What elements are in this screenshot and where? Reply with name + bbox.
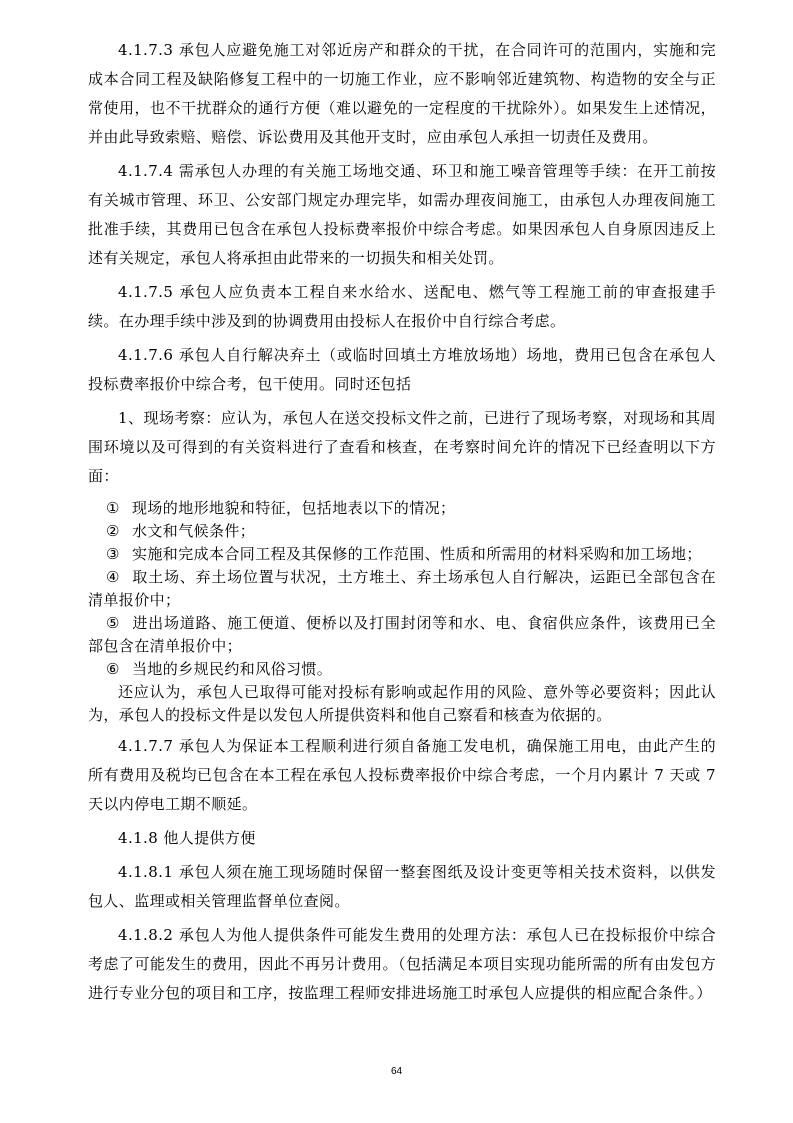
- list-text: 进出场道路、施工便道、便桥以及打围封闭等和水、电、食宿供应条件，该费用已全部包含在清单报价中；: [88, 614, 716, 655]
- clause-4-1-7-3: 4.1.7.3 承包人应避免施工对邻近房产和群众的干扰，在合同许可的范围内，实施和完成本合同工程及缺陷修复工程中的一切施工作业，应不影响邻近建筑物、构造物的安全与正常使用，也不干扰群众的通行方便（难以避免的一定程度的干扰除外）。如果发生上述情况，并由此导致索赔、赔偿、诉讼费用及其他开支时，应由承包人承担一切责任及费用。: [88, 41, 716, 146]
- list-item: [88, 566, 716, 612]
- list-number: ②: [106, 522, 120, 540]
- list-item: [88, 520, 716, 543]
- clause-4-1-8-1: 4.1.8.1 承包人须在施工现场随时保留一整套图纸及设计变更等相关技术资料，以供发包人、监理或相关管理监督单位查阅。: [88, 863, 716, 910]
- site-inspection-list: [88, 497, 716, 681]
- section-heading-4-1-8: 4.1.8 他人提供方便: [118, 829, 256, 847]
- list-number: ③: [106, 545, 120, 563]
- page-number: 64: [390, 1066, 403, 1077]
- clause-4-1-7-5: 4.1.7.5 承包人应负责本工程自来水给水、送配电、燃气等工程施工前的审查报建手续。在办理手续中涉及到的协调费用由投标人在报价中自行综合考虑。: [88, 283, 716, 330]
- list-item: [88, 658, 716, 681]
- list-number: ④: [106, 568, 120, 586]
- list-number: ⑥: [106, 660, 120, 678]
- list-item: [88, 612, 716, 658]
- clause-4-1-7-6: 4.1.7.6 承包人自行解决弃土（或临时回填土方堆放场地）场地，费用已包含在承包人投标费率报价中综合考，包干使用。同时还包括: [88, 346, 716, 393]
- clause-4-1-7-4: 4.1.7.4 需承包人办理的有关施工场地交通、环卫和施工噪音管理等手续：在开工前按有关城市管理、环卫、公安部门规定办理完毕，如需办理夜间施工，由承包人办理夜间施工批准手续，其费用已包含在承包人投标费率报价中综合考虑。如果因承包人自身原因违反上述有关规定，承包人将承担由此带来的一切损失和相关处罚。: [88, 162, 716, 267]
- clause-4-1-7-7: 4.1.7.7 承包人为保证本工程顺利进行须自备施工发电机，确保施工用电，由此产生的所有费用及税均已包含在本工程在承包人投标费率报价中综合考虑，一个月内累计 7 天或 7 天以内停电工期不顺延。: [88, 737, 716, 813]
- assumption-paragraph: 还应认为，承包人已取得可能对投标有影响或起作用的风险、意外等必要资料；因此认为，承包人的投标文件是以发包人所提供资料和他自己察看和核查为依据的。: [88, 683, 716, 724]
- list-text: 水文和气候条件；: [132, 522, 256, 540]
- list-item: [88, 497, 716, 520]
- list-text: 当地的乡规民约和风俗习惯。: [132, 660, 333, 678]
- list-text: 实施和完成本合同工程及其保修的工作范围、性质和所需用的材料采购和加工场地；: [132, 545, 702, 563]
- list-number: ⑤: [106, 614, 120, 632]
- list-text: 取土场、弃土场位置与状况，土方堆土、弃土场承包人自行解决，运距已全部包含在清单报价中；: [88, 568, 716, 609]
- document-body: [88, 36, 716, 1008]
- list-item: [88, 543, 716, 566]
- list-number: ①: [106, 499, 120, 517]
- clause-4-1-8-2: 4.1.8.2 承包人为他人提供条件可能发生费用的处理方法：承包人已在投标报价中综合考虑了可能发生的费用，因此不再另计费用。（包括满足本项目实现功能所需的所有由发包方进行专业分包的项目和工序，按监理工程师安排进场施工时承包人应提供的相应配合条件。）: [88, 926, 716, 1002]
- list-text: 现场的地形地貌和特征，包括地表以下的情况；: [132, 499, 456, 517]
- site-inspection-paragraph: 1、现场考察：应认为，承包人在送交投标文件之前，已进行了现场考察，对现场和其周围环境以及可得到的有关资料进行了查看和核查，在考察时间允许的情况下已经查明以下方面：: [88, 409, 716, 485]
